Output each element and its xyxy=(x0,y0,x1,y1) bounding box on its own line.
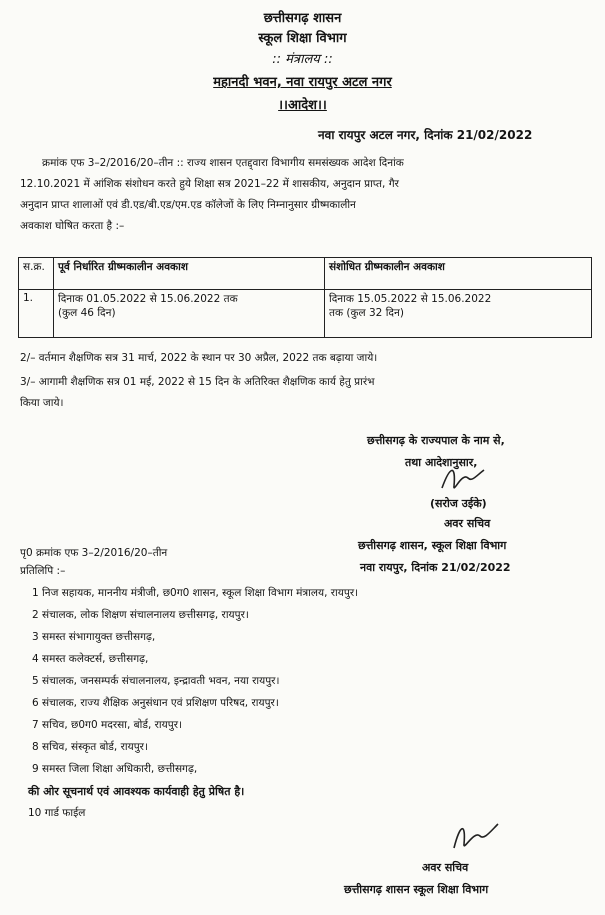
list-item: 3 समस्त संभागायुक्त छत्तीसगढ़, xyxy=(32,631,156,643)
point-2: 2/– वर्तमान शैक्षणिक सत्र 31 मार्च, 2022 के स्थान पर 30 अप्रैल, 2022 तक बढ़ाया जाये। xyxy=(20,352,378,364)
previous-dates: दिनाक 01.05.2022 से 15.06.2022 तक xyxy=(58,293,238,305)
header-order-title: ।।आदेश।। xyxy=(278,98,327,113)
list-item-guard-file: 10 गार्ड फाईल xyxy=(28,807,86,819)
previous-days: (कुल 46 दिन) xyxy=(58,307,116,319)
header-govt: छत्तीसगढ़ शासन xyxy=(263,11,342,26)
order-line-4: अवकाश घोषित करता है :– xyxy=(20,220,125,232)
list-item: 9 समस्त जिला शिक्षा अधिकारी, छत्तीसगढ़, xyxy=(32,763,198,775)
point-3-line-2: किया जाये। xyxy=(20,397,64,409)
signature-mark-2 xyxy=(440,814,510,858)
governor-line: छत्तीसगढ़ के राज्यपाल के नाम से, xyxy=(367,434,505,447)
revised-dates: दिनाक 15.05.2022 से 15.06.2022 xyxy=(329,293,492,305)
signatory-department: छत्तीसगढ़ शासन, स्कूल शिक्षा विभाग xyxy=(358,539,507,552)
order-line-2: 12.10.2021 में आंशिक संशोधन करते हुये शिक्षा सत्र 2021–22 में शासकीय, अनुदान प्राप्त, गैर xyxy=(20,178,399,190)
forward-note: की ओर सूचनार्थ एवं आवश्यक कार्यवाही हेतु प्रेषित है। xyxy=(28,785,245,798)
list-item: 2 संचालक, लोक शिक्षण संचालनालय छत्तीसगढ़, रायपुर। xyxy=(32,609,249,621)
cell-revised xyxy=(325,290,592,338)
signatory-date: नवा रायपुर, दिनांक 21/02/2022 xyxy=(360,561,511,574)
list-item: 8 सचिव, संस्कृत बोर्ड, रायपुर। xyxy=(32,741,148,753)
list-item: 6 संचालक, राज्य शैक्षिक अनुसंधान एवं प्रशिक्षण परिषद, रायपुर। xyxy=(32,697,279,709)
table-header-row xyxy=(19,258,592,290)
header-ministry: :: मंत्रालय :: xyxy=(272,52,333,67)
vacation-table xyxy=(18,257,592,338)
list-item: 7 सचिव, छ0ग0 मदरसा, बोर्ड, रायपुर। xyxy=(32,719,182,731)
signatory-designation: अवर सचिव xyxy=(444,517,491,530)
signature-mark-1 xyxy=(432,458,502,498)
cell-serial: 1. xyxy=(19,290,54,338)
col-revised-header: संशोधित ग्रीष्मकालीन अवकाश xyxy=(325,258,592,290)
header-department: स्कूल शिक्षा विभाग xyxy=(258,31,347,46)
table-row xyxy=(19,290,592,338)
order-line: तथा आदेशानुसार, xyxy=(405,456,478,469)
signatory-name: (सरोज उईके) xyxy=(430,497,487,510)
point-3-line-1: 3/– आगामी शैक्षणिक सत्र 01 मई, 2022 से 15 दिन के अतिरिक्त शैक्षणिक कार्य हेतु प्रारंभ xyxy=(20,376,375,388)
place-date: नवा रायपुर अटल नगर, दिनांक 21/02/2022 xyxy=(318,128,533,142)
revised-days: तक (कुल 32 दिन) xyxy=(329,307,404,319)
list-item: 5 संचालक, जनसम्पर्क संचालनालय, इन्द्रावती भवन, नया रायपुर। xyxy=(32,675,280,687)
header-address: महानदी भवन, नवा रायपुर अटल नगर xyxy=(213,75,392,90)
order-line-3: अनुदान प्राप्त शालाओं एवं डी.एड/बी.एड/एम.एड कॉलेजों के लिए निम्नानुसार ग्रीष्मकालीन xyxy=(20,199,356,211)
order-line-1: क्रमांक एफ 3–2/2016/20–तीन :: राज्य शासन एतद्द्वारा विभागीय समसंख्यक आदेश दिनांक xyxy=(42,157,404,169)
department-2: छत्तीसगढ़ शासन स्कूल शिक्षा विभाग xyxy=(344,883,489,896)
copy-label: प्रतिलिपि :– xyxy=(20,565,66,577)
list-item: 4 समस्त कलेक्टर्स, छत्तीसगढ़, xyxy=(32,653,149,665)
designation-2: अवर सचिव xyxy=(422,861,469,874)
col-serial-header: स.क्र. xyxy=(19,258,54,290)
col-previous-header: पूर्व निर्धारित ग्रीष्मकालीन अवकाश xyxy=(54,258,325,290)
cell-previous xyxy=(54,290,325,338)
list-item: 1 निज सहायक, माननीय मंत्रीजी, छ0ग0 शासन, स्कूल शिक्षा विभाग मंत्रालय, रायपुर। xyxy=(32,587,359,599)
endorsement-number: पृ0 क्रमांक एफ 3–2/2016/20–तीन xyxy=(20,547,168,559)
